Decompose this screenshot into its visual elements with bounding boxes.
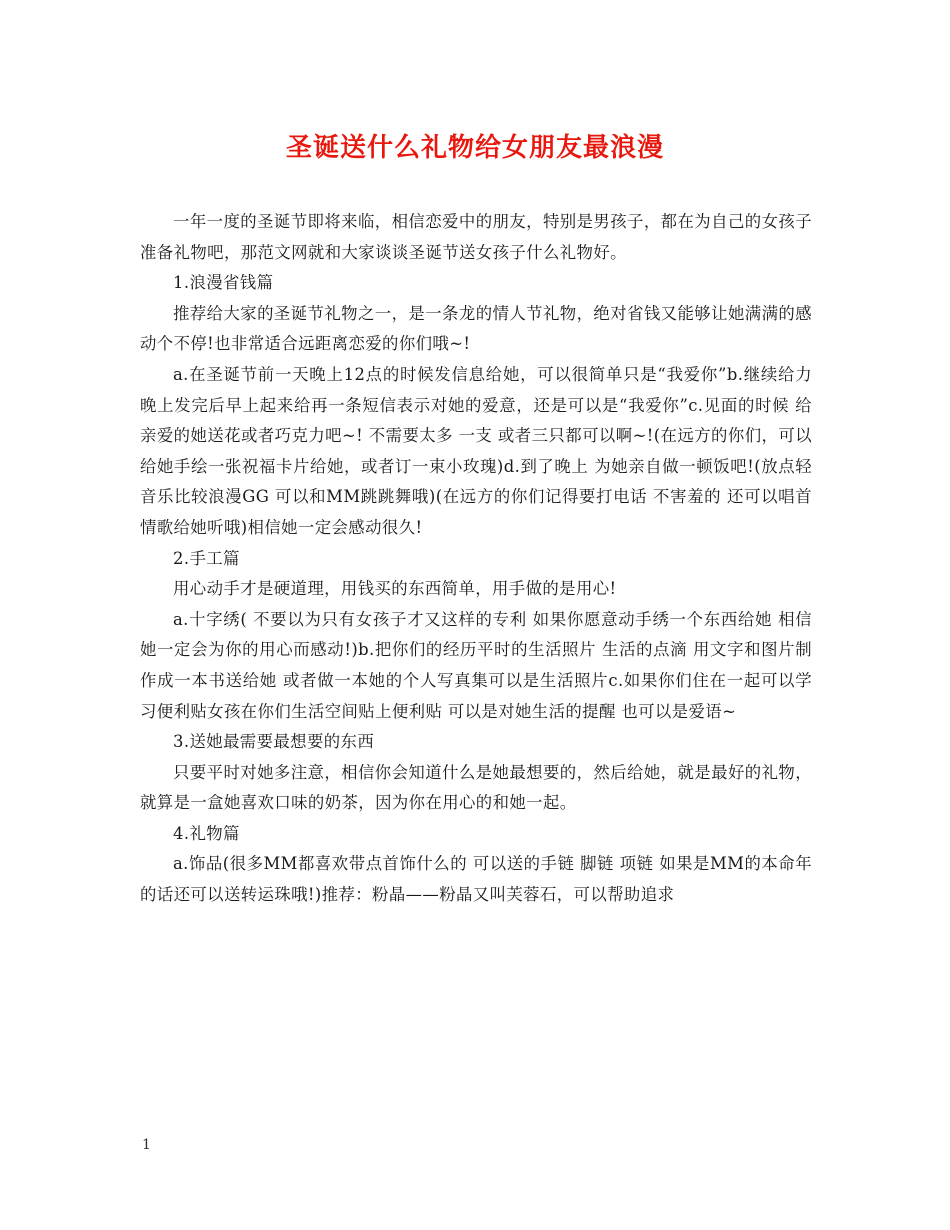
paragraph-intro: 一年一度的圣诞节即将来临，相信恋爱中的朋友，特别是男孩子，都在为自己的女孩子准备礼物吧，那范文网就和大家谈谈圣诞节送女孩子什么礼物好。 (140, 212, 812, 262)
paragraph-romantic-saving-intro: 推荐给大家的圣诞节礼物之一，是一条龙的情人节礼物，绝对省钱又能够让她满满的感动个不停!也非常适合远距离恋爱的你们哦~! (140, 303, 812, 354)
section-heading-gifts: 4.礼物篇 (173, 823, 240, 843)
section-heading-wanted-gift: 3.送她最需要最想要的东西 (173, 732, 375, 752)
paragraph-handmade-intro: 用心动手才是硬道理，用钱买的东西简单，用手做的是用心! (173, 579, 617, 599)
section-heading-handmade: 2.手工篇 (173, 548, 240, 568)
document-title: 圣诞送什么礼物给女朋友最浪漫 (285, 133, 664, 163)
paragraph-romantic-saving-steps: a.在圣诞节前一天晚上12点的时候发信息给她，可以很简单只是“我爱你”b.继续给力 晚上发完后早上起来给再一条短信表示对她的爱意，还是可以是“我爱你”c.见面的时候 给亲爱的她送花或者巧克力吧~! 不需要太多 一支 或者三只都可以啊~!(在远方的你们，可以给她手绘一张祝福卡片给她，或者订一束小玫瑰)d.到了晚上 为她亲自做一顿饭吧!(放点轻音乐比较浪漫GG 可以和MM跳跳舞哦)(在远方的你们记得要打电话 不害羞的 还可以唱首情歌给她听哦)相信她一定会感动很久! (140, 364, 812, 537)
document-body (140, 207, 812, 911)
page-number: 1 (142, 1137, 151, 1153)
paragraph-wanted-gift: 只要平时对她多注意，相信你会知道什么是她最想要的，然后给她，就是最好的礼物，就算是一盒她喜欢口味的奶茶，因为你在用心的和她一起。 (140, 762, 812, 813)
paragraph-gifts-jewelry: a.饰品(很多MM都喜欢带点首饰什么的 可以送的手链 脚链 项链 如果是MM的本命年的话还可以送转运珠哦!)推荐：粉晶——粉晶又叫芙蓉石，可以帮助追求 (140, 854, 812, 905)
paragraph-handmade-ideas: a.十字绣( 不要以为只有女孩子才又这样的专利 如果你愿意动手绣一个东西给她 相信她一定会为你的用心而感动!)b.把你们的经历平时的生活照片 生活的点滴 用文字和图片制作成一本书送给她 或者做一本她的个人写真集可以是生活照片c.如果你们住在一起可以学习便利贴女孩在你们生活空间贴上便利贴 可以是对她生活的提醒 也可以是爱语~ (140, 609, 812, 721)
section-heading-romantic-saving: 1.浪漫省钱篇 (173, 273, 274, 293)
